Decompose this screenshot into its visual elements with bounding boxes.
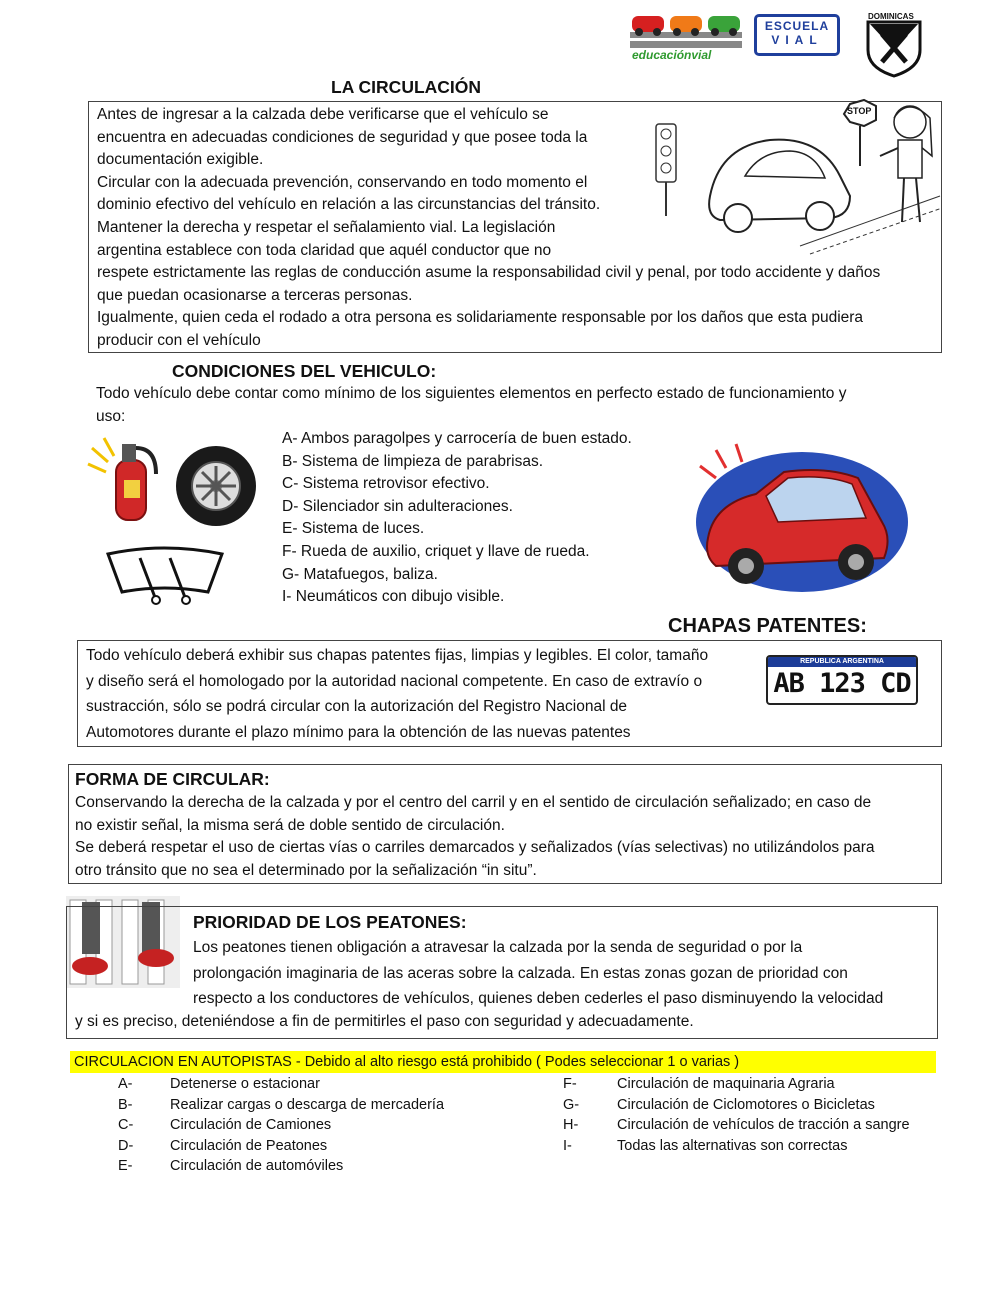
windshield-wiper-icon [104,544,226,606]
peatones-line: respecto a los conductores de vehículos, quienes deben cederles el paso disminuyendo la velocidad [193,990,884,1007]
dominicas-text: DOMINICAS [868,12,914,21]
autopistas-option[interactable] [118,1156,538,1177]
peatones-line: prolongación imaginaria de las aceras sobre la calzada. En estas zonas gozan de prioridad con [193,964,848,982]
option-letter: H- [563,1117,579,1133]
peatones-title: PRIORIDAD DE LOS PEATONES: [193,912,467,932]
condiciones-item: F- Rueda de auxilio, criquet y llave de rueda. [282,542,590,560]
circulacion-line: Antes de ingresar a la calzada debe verificarse que el vehículo se [97,106,549,123]
condiciones-intro [96,383,926,428]
option-text: Circulación de maquinaria Agraria [617,1076,835,1092]
forma-line: otro tránsito que no sea el determinado por la señalización “in situ”. [75,861,537,879]
condiciones-item: D- Silenciador sin adulteraciones. [282,497,513,515]
forma-line: Conservando la derecha de la calzada y por el centro del carril y en el sentido de circulación señalizado; en caso de [75,794,872,811]
option-text: Realizar cargas o descarga de mercadería [170,1096,445,1113]
option-text: Todas las alternativas son correctas [617,1137,848,1154]
chapas-title: CHAPAS PATENTES: [668,615,867,637]
logo-escuela-vial [754,14,840,56]
circulacion-text-narrow [97,104,639,262]
circulacion-line: documentación exigible. [97,151,264,169]
autopistas-header [70,1051,936,1073]
license-plate [766,655,918,705]
peatones-text-narrow [193,935,928,1012]
condiciones-item: I- Neumáticos con dibujo visible. [282,588,505,606]
car-and-girl-illustration [650,96,942,256]
condiciones-intro-line: uso: [96,407,126,425]
option-letter: D- [118,1137,134,1154]
red-car-illustration [686,442,908,598]
peatones-text-wide [75,1011,931,1034]
logo-educacion-vial [628,10,744,62]
autopistas-option[interactable] [563,1095,963,1116]
autopistas-option[interactable] [118,1074,538,1095]
circulacion-line: encuentra en adecuadas condiciones de seguridad y que posee toda la [97,128,588,146]
chapas-line: Automotores durante el plazo mínimo para la obtención de las nuevas patentes [86,723,631,741]
circulacion-line: Igualmente, quien ceda el rodado a otra persona es solidariamente responsable por los daños que esta pudiera [97,309,864,327]
autopistas-option[interactable] [563,1074,963,1095]
circulacion-text-wide [97,262,933,352]
autopistas-option[interactable] [118,1095,538,1116]
condiciones-item: G- Matafuegos, baliza. [282,565,438,583]
circulacion-line: producir con el vehículo [97,331,261,349]
circulacion-line: que puedan ocasionarse a terceras personas. [97,286,413,304]
forma-line: no existir señal, la misma será de doble sentido de circulación. [75,816,505,834]
option-letter: E- [118,1158,133,1174]
option-letter: B- [118,1096,133,1113]
option-text: Circulación de Peatones [170,1137,328,1154]
condiciones-title: CONDICIONES DEL VEHICULO: [172,361,437,381]
chapas-box [77,640,942,747]
circulacion-line: Circular con la adecuada prevención, conservando en todo momento el [97,173,588,191]
option-text: Circulación de automóviles [170,1158,344,1174]
option-letter: G- [563,1096,580,1113]
stop-sign-text: STOP [847,106,872,116]
condiciones-list [282,428,682,609]
chapas-line: y diseño será el homologado por la autoridad nacional competente. En caso de extravío o [86,672,703,690]
condiciones-intro-line: Todo vehículo debe contar como mínimo de los siguientes elementos en perfecto estado de funcionamiento y [96,385,847,402]
peatones-line: y si es preciso, deteniéndose a fin de permitirles el paso con seguridad y adecuadamente. [75,1013,694,1030]
option-text: Circulación de Camiones [170,1117,332,1133]
tire-icon [174,444,258,528]
educacion-vial-text: educaciónvial [632,48,712,62]
autopistas-option[interactable] [118,1136,538,1157]
option-letter: I- [563,1137,572,1154]
chapas-line: sustracción, sólo se podrá circular con la autorización del Registro Nacional de [86,698,628,715]
autopistas-header-text: CIRCULACION EN AUTOPISTAS - Debido al alto riesgo está prohibido ( Podes seleccionar 1 o varias ) [74,1054,740,1070]
option-letter: A- [118,1076,133,1092]
forma-box [68,764,942,884]
option-text: Detenerse o estacionar [170,1076,320,1092]
condiciones-item: A- Ambos paragolpes y carrocería de buen estado. [282,430,632,447]
condiciones-item: B- Sistema de limpieza de parabrisas. [282,452,544,470]
chapas-line: Todo vehículo deberá exhibir sus chapas patentes fijas, limpias y legibles. El color, tamaño [86,647,709,664]
autopistas-option[interactable] [118,1115,538,1136]
circulacion-line: dominio efectivo del vehículo en relación a las circunstancias del tránsito. [97,196,601,214]
license-plate-header: REPUBLICA ARGENTINA [768,657,916,667]
autopistas-options-right [563,1074,963,1156]
forma-line: Se deberá respetar el uso de ciertas vías o carriles demarcados y señalizados (vías selectivas) no utilizándolos para [75,839,875,857]
escuela-vial-top: ESCUELA [764,19,830,33]
chapas-text [86,643,750,745]
logo-dominicas [862,10,926,78]
option-letter: F- [563,1076,577,1092]
escuela-vial-bottom: VIAL [771,33,823,47]
circulacion-line: argentina establece con toda claridad que aquél conductor que no [97,241,552,259]
circulacion-line: respete estrictamente las reglas de conducción asume la responsabilidad civil y penal, por todo accidente y daños [97,264,881,281]
condiciones-item: C- Sistema retrovisor efectivo. [282,475,490,493]
circulacion-title: LA CIRCULACIÓN [331,77,482,97]
option-text: Circulación de vehículos de tracción a sangre [617,1117,910,1133]
autopistas-option[interactable] [563,1115,963,1136]
option-letter: C- [118,1117,134,1133]
autopistas-options-left [118,1074,538,1177]
option-text: Circulación de Ciclomotores o Bicicletas [617,1096,875,1113]
fire-extinguisher-icon [86,434,166,526]
forma-title: FORMA DE CIRCULAR: [75,769,270,789]
forma-text [75,792,933,882]
peatones-box [66,906,938,1039]
peatones-line: Los peatones tienen obligación a atravesar la calzada por la senda de seguridad o por la [193,939,803,956]
autopistas-option[interactable] [563,1136,963,1157]
condiciones-item: E- Sistema de luces. [282,520,425,538]
license-plate-number: AB 123 CD [773,668,911,699]
circulacion-line: Mantener la derecha y respetar el señalamiento vial. La legislación [97,218,556,236]
